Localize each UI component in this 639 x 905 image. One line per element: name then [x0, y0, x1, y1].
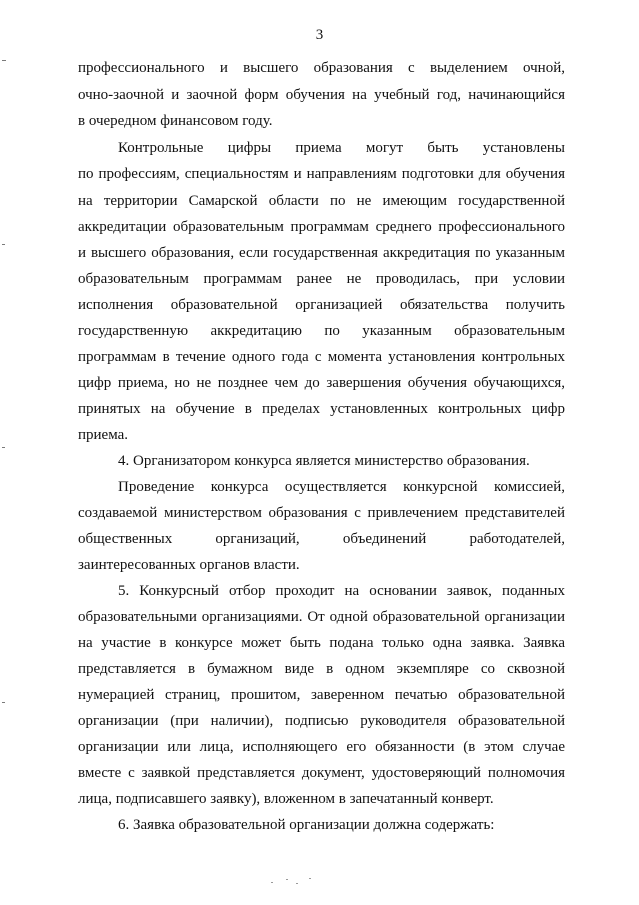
- text-line: очно-заочной и заочной форм обучения на учебный год, начинающийся: [78, 87, 565, 103]
- text-line: цифр приема, но не позднее чем до завершения обучения обучающихся,: [78, 375, 565, 391]
- text-line: Контрольные цифры приема могут быть установлены: [118, 140, 565, 156]
- text-line: организации (при наличии), подписью руководителя образовательной: [78, 713, 565, 729]
- page-number: 3: [315, 27, 324, 43]
- scan-artifact: [2, 60, 6, 61]
- text-line: 5. Конкурсный отбор проходит на основании заявок, поданных: [118, 583, 565, 599]
- scan-artifact: [271, 882, 273, 883]
- text-line: 6. Заявка образовательной организации должна содержать:: [118, 817, 495, 833]
- text-line: лица, подписавшего заявку), вложенном в запечатанный конверт.: [78, 791, 494, 807]
- text-line: в очередном финансовом году.: [78, 113, 273, 129]
- text-line: образовательными организациями. От одной образовательной организации: [78, 609, 565, 625]
- text-line: программам в течение одного года с момента установления контрольных: [78, 349, 565, 365]
- text-line: образовательным программам ранее не проводилась, при условии: [78, 271, 565, 287]
- text-line: представляется в бумажном виде в одном экземпляре со сквозной: [78, 661, 565, 677]
- text-line: на участие в конкурсе может быть подана только одна заявка. Заявка: [78, 635, 565, 651]
- text-line: на территории Самарской области по не имеющим государственной: [78, 193, 565, 209]
- text-line: принятых на обучение в пределах установленных контрольных цифр: [78, 401, 565, 417]
- scan-artifact: [2, 244, 5, 245]
- text-line: организации или лица, исполняющего его обязанности (в этом случае: [78, 739, 565, 755]
- text-line: по профессиям, специальностям и направлениям подготовки для обучения: [78, 166, 565, 182]
- scan-artifact: [296, 883, 298, 884]
- text-line: 4. Организатором конкурса является министерство образования.: [118, 453, 530, 469]
- text-line: заинтересованных органов власти.: [78, 557, 300, 573]
- text-line: аккредитации образовательным программам среднего профессионального: [78, 219, 565, 235]
- text-line: Проведение конкурса осуществляется конкурсной комиссией,: [118, 479, 565, 495]
- text-line: приема.: [78, 427, 129, 443]
- text-line: создаваемой министерством образования с привлечением представителей: [78, 505, 565, 521]
- scan-artifact: [286, 879, 288, 880]
- scan-artifact: [2, 702, 5, 703]
- text-line: общественных организаций, объединений работодателей,: [78, 531, 565, 547]
- text-line: нумерацией страниц, прошитом, заверенном печатью образовательной: [78, 687, 565, 703]
- text-line: и высшего образования, если государственная аккредитация по указанным: [78, 245, 565, 261]
- text-line: вместе с заявкой представляется документ, удостоверяющий полномочия: [78, 765, 565, 781]
- text-line: исполнения образовательной организацией обязательства получить: [78, 297, 565, 313]
- scan-artifact: [309, 878, 311, 879]
- scan-artifact: [2, 447, 5, 448]
- text-line: государственную аккредитацию по указанным образовательным: [78, 323, 565, 339]
- text-line: профессионального и высшего образования с выделением очной,: [78, 60, 565, 76]
